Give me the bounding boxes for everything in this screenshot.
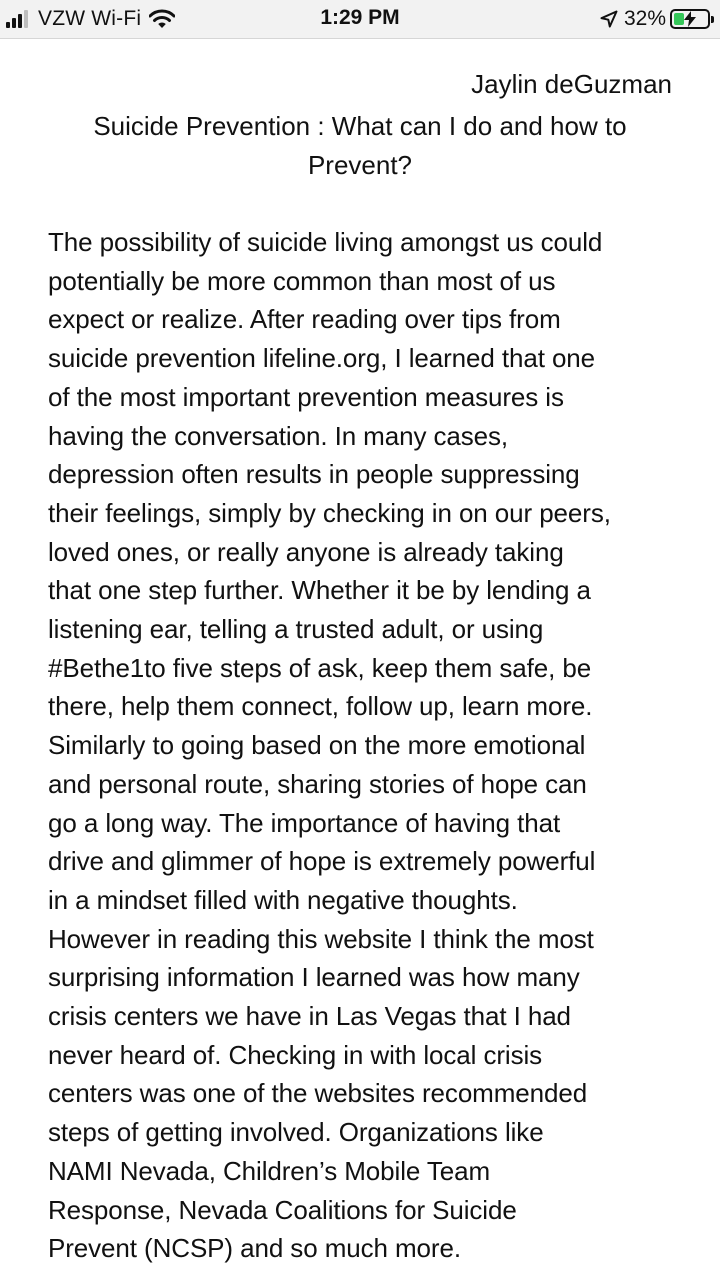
body-line: expect or realize. After reading over tips from [48,304,561,335]
body-line: in a mindset filled with negative thoughts. [48,884,518,915]
carrier-name: VZW Wi-Fi [38,7,142,30]
body-line: that one step further. Whether it be by lending a [48,575,591,606]
body-line: Similarly to going based on the more emotional [48,730,586,761]
battery-percent: 32% [623,7,666,30]
body-line: of the most important prevention measures is [48,381,564,412]
body-line: The possibility of suicide living amongst us could [48,227,603,257]
body-line: However in reading this website I think the most [48,923,594,954]
body-line: loved ones, or really anyone is already taking [48,536,564,567]
author-name: Jaylin deGuzman [471,69,672,99]
title-line: Suicide Prevention : What can I do and how to [93,111,627,141]
document-view[interactable] [0,39,720,1280]
body-line: there, help them connect, follow up, learn more. [48,691,593,722]
battery-nub [711,16,714,23]
body-line: Response, Nevada Coalitions for Suicide [48,1194,517,1225]
body-line: depression often results in people suppressing [48,459,580,490]
body-line: crisis centers we have in Las Vegas that I had [48,1001,571,1032]
body-line: listening ear, telling a trusted adult, or using [48,614,544,645]
body-line: centers was one of the websites recommended [48,1078,588,1109]
charging-bolt-icon [683,11,697,27]
location-arrow-icon [600,10,618,28]
document-body [48,223,684,1268]
status-time: 1:29 PM [320,6,400,29]
body-line: drive and glimmer of hope is extremely powerful [48,846,596,877]
body-line: #Bethe1to five steps of ask, keep them safe, be [48,652,592,683]
body-line: Prevent (NCSP) and so much more. [48,1233,461,1264]
body-line: surprising information I learned was how many [48,962,580,993]
body-line: suicide prevention lifeline.org, I learned that one [48,343,596,374]
title-line: Prevent? [307,150,413,180]
body-line: their feelings, simply by checking in on our peers, [48,497,611,528]
body-line: and personal route, sharing stories of hope can [48,768,587,799]
body-line: potentially be more common than most of us [48,265,556,296]
body-line: NAMI Nevada, Children’s Mobile Team [48,1155,491,1186]
body-line: steps of getting involved. Organizations like [48,1117,544,1148]
document-title [40,107,680,185]
status-right [600,6,710,32]
body-line: go a long way. The importance of having that [48,807,561,838]
battery-charging-icon [670,9,710,29]
status-bar [0,0,720,39]
body-line: having the conversation. In many cases, [48,420,509,451]
body-line: never heard of. Checking in with local crisis [48,1039,543,1070]
